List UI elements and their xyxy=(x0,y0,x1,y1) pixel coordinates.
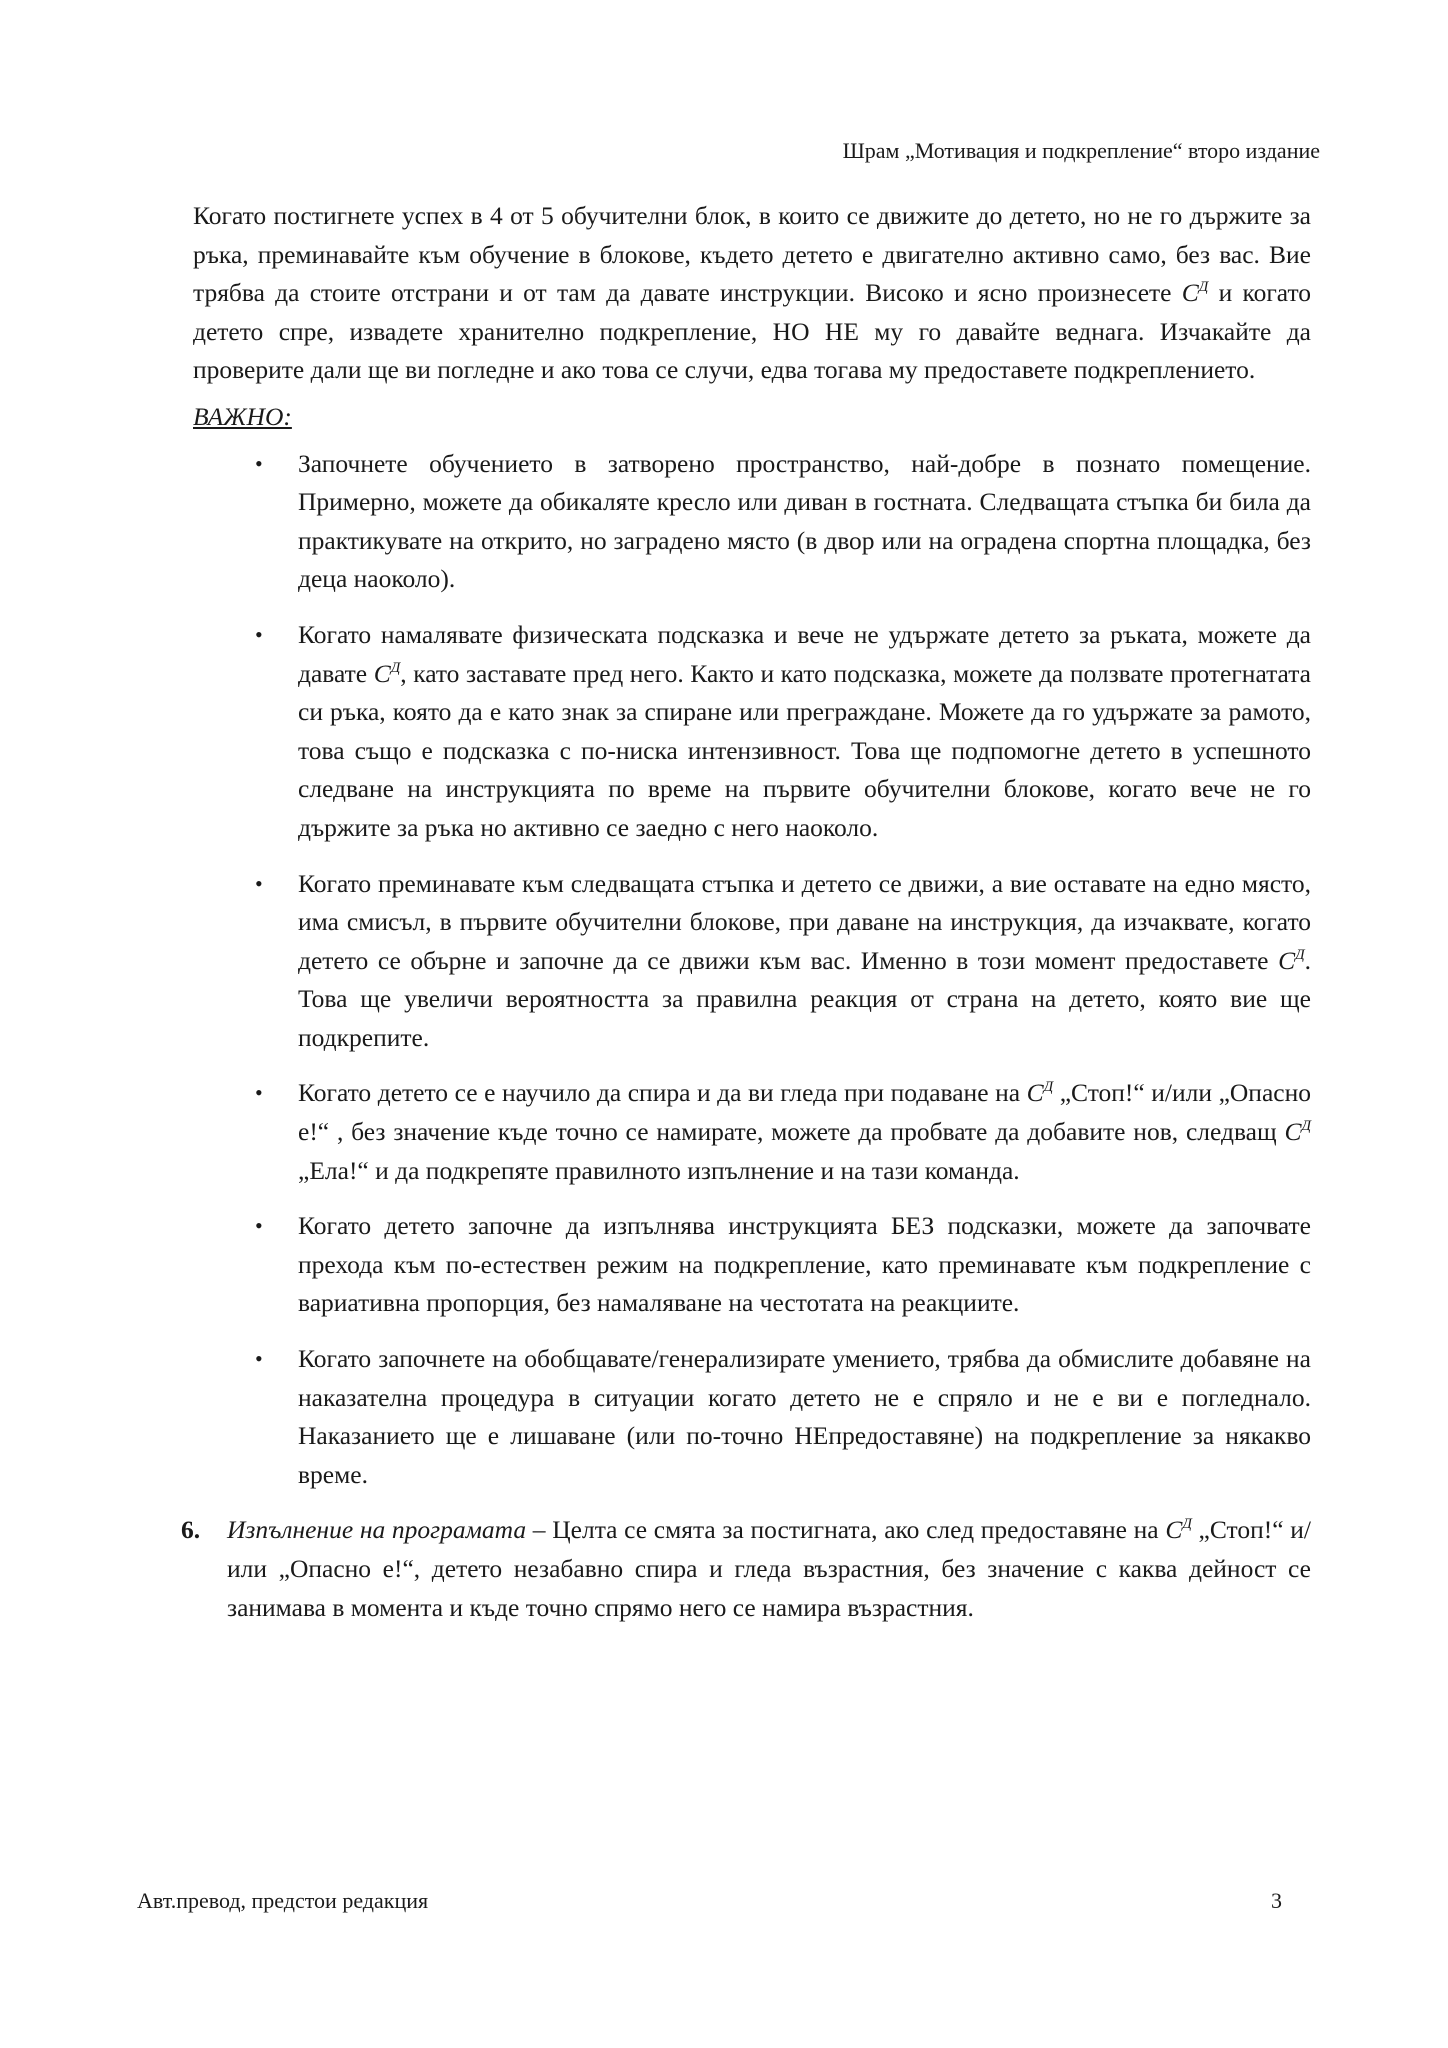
list-item: • Когато намалявате физическата подсказка и вече не удържате детето за ръката, можете да давате $С^Д$, като заставате пред него. Както и като подсказка, можете да ползвате протегнатата си ръка, която да е като знак за спиране или преграждане. Можете да го удържате за рамото, това също е подсказка с по-ниска интензивност. Това ще подпомогне детето в успешното следване на инструкцията по време на първите обучителни блокове, когато вече не го държите за ръка но активно се заедно с него наоколо. xyxy=(193,616,1311,848)
sd-symbol: $С^Д$ xyxy=(1026,1078,1054,1108)
page-number: 3 xyxy=(1271,1888,1282,1913)
list-item: • Започнете обучението в затворено пространство, най-добре в познато помещение. Примерно, можете да обикаляте кресло или диван в гостната. Следващата стъпка би била да практикувате на открито, но заградено място (в двор или на оградена спортна площадка, без деца наоколо). xyxy=(193,445,1311,599)
list-item: • Когато детето започне да изпълнява инструкцията БЕЗ подсказки, можете да започвате прехода към по-естествен режим на подкрепление, като преминавате към подкрепление с вариативна пропорция, без намаляване на честотата на реакциите. xyxy=(193,1207,1311,1323)
numbered-item-6: 6. Изпълнение на програмата – Целта се смята за постигната, ако след предоставяне на $С^Д$ „Стоп!“ и/или „Опасно е!“, детето незабавно спира и гледа възрастния, без значение с каква дейност се занимава в момента и къде точно спрямо него се намира възрастния. xyxy=(193,1511,1311,1627)
running-header: Шрам „Мотивация и подкрепление“ второ издание xyxy=(842,138,1320,163)
sd-symbol: $С^Д$ xyxy=(1278,945,1305,975)
page-body xyxy=(181,197,1312,1627)
intro-paragraph: Когато постигнете успех в 4 от 5 обучителни блок, в които се движите до детето, но не го държите за ръка, преминавайте към обучение в блокове, където детето е двигателно активно само, без вас. Вие трябва да стоите отстрани и от там да давате инструкции. Високо и ясно произнесете $С^Д$ и когато детето спре, извадете хранително подкрепление, НО НЕ му го давайте веднага. Изчакайте да проверите дали ще ви погледне и ако това се случи, едва тогава му предоставете подкреплението. xyxy=(193,201,1312,385)
sd-symbol: $С^Д$ xyxy=(373,658,401,688)
bullet-icon: • xyxy=(255,621,263,647)
list-item: • Когато преминавате към следващата стъпка и детето се движи, а вие оставате на едно място, има смисъл, в първите обучителни блокове, при даване на инструкция, да изчаквате, когато детето се обърне и започне да се движи към вас. Именно в този момент предоставете $С^Д$. Това ще увеличи вероятността за правилна реакция от страна на детето, която вие ще подкрепите. xyxy=(193,865,1311,1058)
item-number: 6. xyxy=(181,1515,201,1545)
important-list xyxy=(193,445,1311,1495)
item-title: Изпълнение на програмата xyxy=(227,1515,527,1545)
bullet-icon: • xyxy=(255,1346,263,1372)
footer-note: Авт.превод, предстои редакция xyxy=(137,1888,429,1913)
bullet-icon: • xyxy=(255,1213,263,1239)
sd-symbol: $С^Д$ xyxy=(1165,1515,1192,1545)
important-label: ВАЖНО: xyxy=(193,401,292,431)
bullet-icon: • xyxy=(255,1080,263,1106)
sd-symbol: $С^Д$ xyxy=(1284,1117,1311,1147)
list-item: • Когато започнете на обобщавате/генерализирате умението, трябва да обмислите добавяне на наказателна процедура в ситуации когато детето не е спряло и не е ви е погледнало. Наказанието ще е лишаване (или по-точно НЕпредоставяне) на подкрепление за някакво време. xyxy=(193,1340,1311,1494)
bullet-icon: • xyxy=(255,450,263,476)
list-item: • Когато детето се е научило да спира и да ви гледа при подаване на $С^Д$ „Стоп!“ и/или „Опасно е!“ , без значение къде точно се намирате, можете да пробвате да добавите нов, следващ $С^Д$ „Ела!“ и да подкрепяте правилното изпълнение и на тази команда. xyxy=(193,1074,1311,1190)
sd-symbol: $С^Д$ xyxy=(1181,278,1209,308)
bullet-icon: • xyxy=(255,870,263,896)
